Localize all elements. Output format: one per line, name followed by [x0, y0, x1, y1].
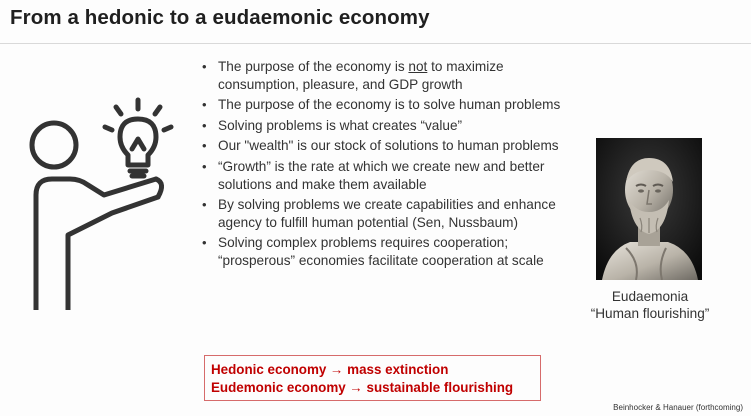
caption-title: Eudaemonia: [611, 289, 689, 304]
emphasis-not: not: [408, 59, 428, 74]
caption-subtitle: “Human flourishing”: [590, 306, 710, 321]
title-divider: [0, 43, 751, 44]
bullet-list: [202, 58, 562, 273]
bullet-marker: •: [202, 117, 207, 133]
bullet-marker: •: [202, 158, 207, 174]
bullet-text: “Growth” is the rate at which we create new and better solutions and make them available: [218, 158, 545, 192]
bullet-text: Solving complex problems requires cooperation; “prosperous” economies facilitate cooperation at scale: [218, 235, 544, 268]
bullet-marker: •: [202, 235, 207, 251]
bullet-marker: •: [202, 59, 207, 74]
callout-box: [204, 355, 541, 401]
person-lightbulb-icon: [8, 95, 183, 310]
bullet-text: Solving problems is what creates “value”: [218, 117, 463, 133]
bullet-item: [202, 234, 562, 269]
bullet-item: [202, 196, 562, 231]
callout-line-hedonic: Hedonic economy → mass extinction: [211, 362, 449, 377]
bullet-marker: •: [202, 197, 207, 213]
callout-line-eudemonic: Eudemonic economy → sustainable flourishing: [211, 380, 514, 395]
bullet-text: Our "wealth" is our stock of solutions to human problems: [218, 138, 559, 154]
bullet-marker: •: [202, 97, 207, 113]
bullet-item: [202, 96, 562, 114]
bullet-item: [202, 137, 562, 155]
source-credit: Beinhocker & Hanauer (forthcoming): [613, 403, 743, 412]
bullet-text: The purpose of the economy is to solve human problems: [218, 97, 561, 113]
bullet-text: The purpose of the economy is not to maximize consumption, pleasure, and GDP growth: [218, 59, 504, 92]
portrait-caption: [580, 288, 720, 322]
bullet-item: [202, 117, 562, 135]
bullet-item: [202, 58, 562, 93]
bullet-marker: •: [202, 138, 207, 154]
slide-title: From a hedonic to a eudaemonic economy: [10, 6, 430, 29]
bullet-item: [202, 158, 562, 193]
bullet-text: By solving problems we create capabilities and enhance agency to fulfill human potential (Sen, Nussbaum): [218, 197, 556, 230]
aristotle-bust-portrait: [596, 138, 702, 280]
